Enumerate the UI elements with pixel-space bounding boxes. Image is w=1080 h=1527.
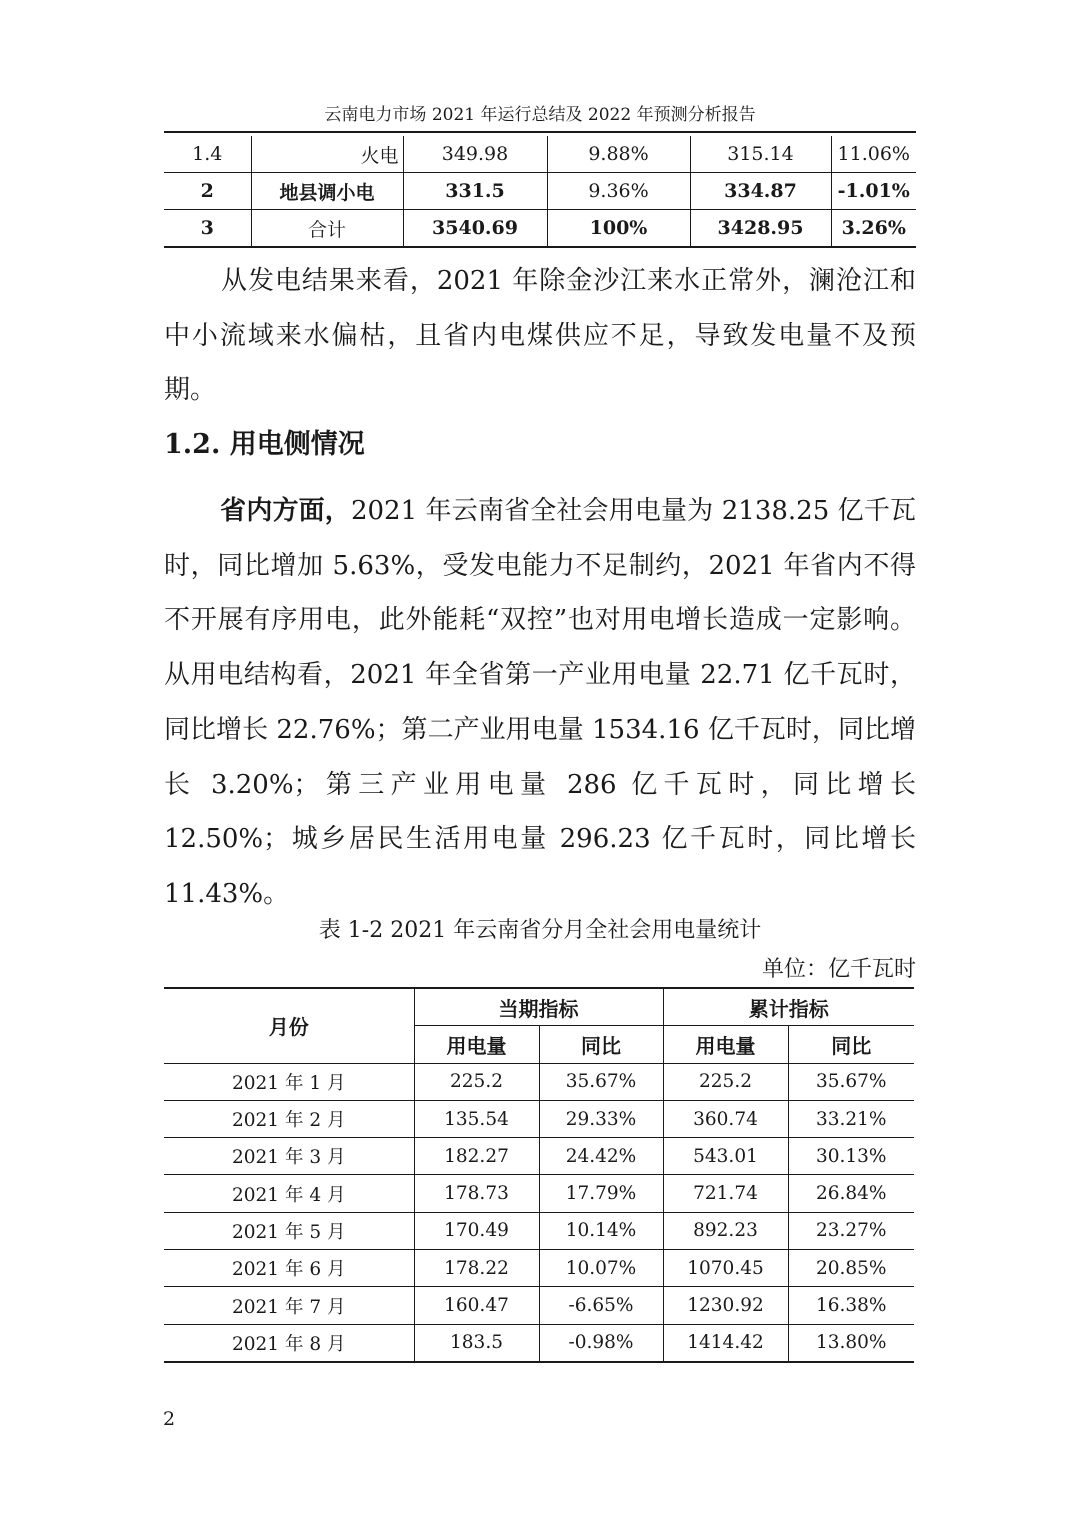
current-usage-cell: 225.2 [414,1063,539,1100]
cumulative-yoy-cell: 23.27% [788,1212,914,1249]
month-cell: 2021 年 1 月 [164,1063,414,1100]
current-yoy-cell: -0.98% [539,1324,663,1362]
table-row [164,210,916,248]
table-row [164,1138,914,1175]
table-row [164,136,916,173]
month-cell: 2021 年 7 月 [164,1287,414,1324]
table-row [164,1287,914,1324]
cumulative-yoy-cell: 26.84% [788,1175,914,1212]
share: 9.88% [547,136,690,173]
month-header: 月份 [164,988,414,1063]
share: 100% [547,210,690,248]
current-usage-cell: 178.73 [414,1175,539,1212]
current-usage-cell: 170.49 [414,1212,539,1249]
table-row [164,1100,914,1137]
month-cell: 2021 年 2 月 [164,1100,414,1137]
cumulative-usage-cell: 1230.92 [663,1287,788,1324]
row-number: 1.4 [164,136,251,173]
cumulative-yoy-cell: 30.13% [788,1138,914,1175]
row-number: 2 [164,173,251,210]
paragraph-generation-result [164,254,916,418]
cumulative-usage-cell: 1070.45 [663,1250,788,1287]
row-name: 火电 [251,136,403,173]
cumulative-yoy-header: 同比 [788,1026,914,1063]
table-row [164,1324,914,1362]
cumulative-yoy-cell: 35.67% [788,1063,914,1100]
paragraph-text: 2021 年云南省全社会用电量为 2138.25 亿千瓦时，同比增加 5.63%，受发电能力不足制约，2021 年省内不得不开展有序用电，此外能耗“双控”也对用电增长造成一定影响。从用电结构看，2021 年全省第一产业用电量 22.71 亿千瓦时，同比增长 22.76%；第二产业用电量 1534.16 亿千瓦时，同比增长 3.20%；第三产业用电量 286 亿千瓦时，同比增长 12.50%；城乡居民生活用电量 296.23 亿千瓦时，同比增长 11.43%。 [164,496,916,909]
current-usage-cell: 183.5 [414,1324,539,1362]
growth: 3.26% [831,210,916,248]
growth: -1.01% [831,173,916,210]
table-row [164,1212,914,1249]
table-unit: 单位：亿千瓦时 [761,957,916,982]
generation-table [164,136,916,248]
current-yoy-cell: 35.67% [539,1063,663,1100]
table-row [164,1063,914,1100]
cumulative-header: 累计指标 [663,988,914,1026]
share: 9.36% [547,173,690,210]
month-cell: 2021 年 5 月 [164,1212,414,1249]
current-yoy-cell: 17.79% [539,1175,663,1212]
value-2021: 3540.69 [403,210,547,248]
month-cell: 2021 年 3 月 [164,1138,414,1175]
current-usage-cell: 160.47 [414,1287,539,1324]
value-2021: 331.5 [403,173,547,210]
value-2021: 349.98 [403,136,547,173]
month-cell: 2021 年 4 月 [164,1175,414,1212]
cumulative-usage-cell: 721.74 [663,1175,788,1212]
current-yoy-cell: 24.42% [539,1138,663,1175]
cumulative-yoy-cell: 16.38% [788,1287,914,1324]
row-name: 合计 [251,210,403,248]
paragraph-lead: 省内方面， [220,496,351,526]
value-2020: 315.14 [690,136,831,173]
header-rule [164,131,916,133]
cumulative-usage-header: 用电量 [663,1026,788,1063]
current-usage-cell: 182.27 [414,1138,539,1175]
paragraph-text: 从发电结果来看，2021 年除金沙江来水正常外，澜沧江和中小流域来水偏枯，且省内电煤供应不足，导致发电量不及预期。 [164,266,916,406]
cumulative-usage-cell: 225.2 [663,1063,788,1100]
table-row [164,1250,914,1287]
cumulative-yoy-cell: 33.21% [788,1100,914,1137]
page-number: 2 [163,1408,176,1430]
row-name: 地县调小电 [251,173,403,210]
month-cell: 2021 年 6 月 [164,1250,414,1287]
cumulative-usage-cell: 360.74 [663,1100,788,1137]
current-usage-header: 用电量 [414,1026,539,1063]
running-header: 云南电力市场 2021 年运行总结及 2022 年预测分析报告 [324,105,756,125]
current-yoy-header: 同比 [539,1026,663,1063]
paragraph-consumption [164,484,916,922]
cumulative-usage-cell: 543.01 [663,1138,788,1175]
row-number: 3 [164,210,251,248]
cumulative-yoy-cell: 13.80% [788,1324,914,1362]
table-row [164,173,916,210]
current-usage-cell: 135.54 [414,1100,539,1137]
cumulative-usage-cell: 892.23 [663,1212,788,1249]
cumulative-yoy-cell: 20.85% [788,1250,914,1287]
cumulative-usage-cell: 1414.42 [663,1324,788,1362]
section-heading: 1.2. 用电侧情况 [164,429,365,460]
current-yoy-cell: 10.14% [539,1212,663,1249]
value-2020: 3428.95 [690,210,831,248]
month-cell: 2021 年 8 月 [164,1324,414,1362]
current-yoy-cell: -6.65% [539,1287,663,1324]
growth: 11.06% [831,136,916,173]
header-row [164,988,914,1026]
current-yoy-cell: 10.07% [539,1250,663,1287]
value-2020: 334.87 [690,173,831,210]
current-usage-cell: 178.22 [414,1250,539,1287]
current-yoy-cell: 29.33% [539,1100,663,1137]
table-caption: 表 1-2 2021 年云南省分月全社会用电量统计 [318,918,762,943]
table-row [164,1175,914,1212]
current-header: 当期指标 [414,988,663,1026]
monthly-consumption-table [164,987,914,1363]
